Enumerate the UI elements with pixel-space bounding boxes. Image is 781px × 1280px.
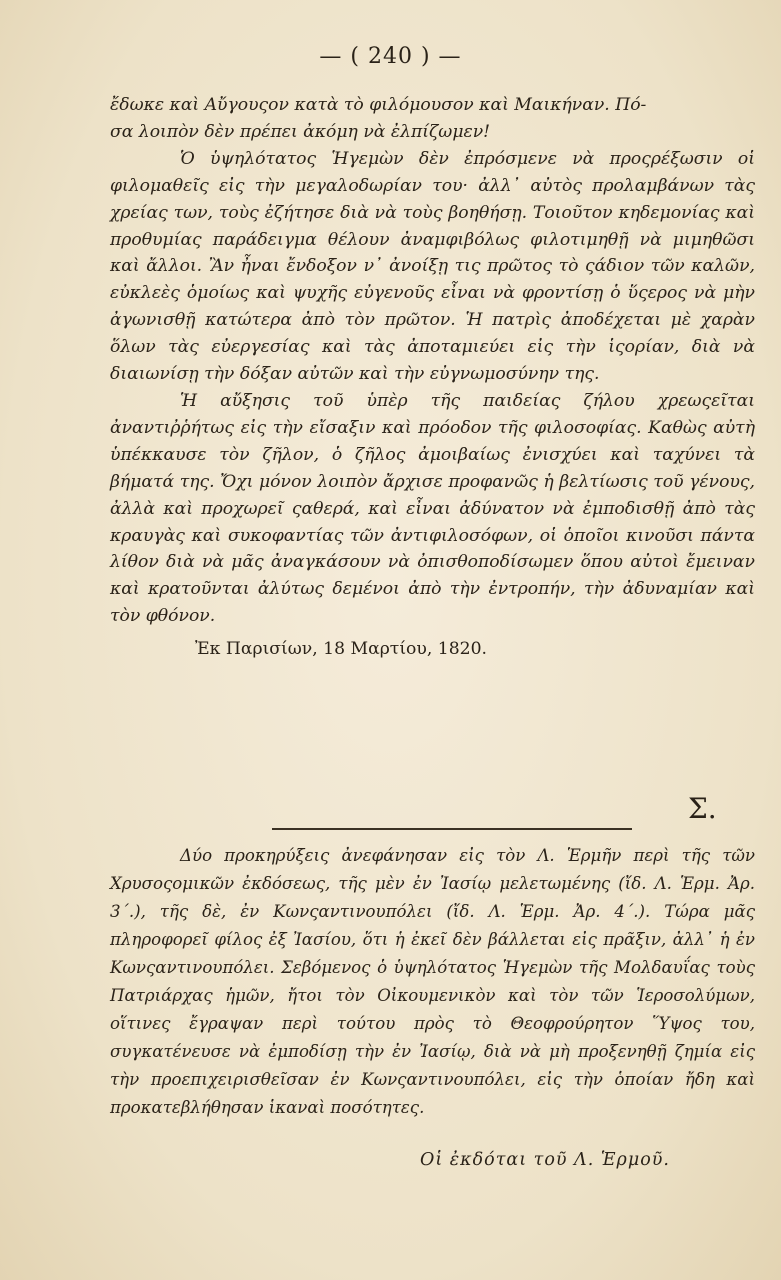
author-signature: Σ. [688, 792, 717, 825]
section-divider [272, 828, 632, 830]
paragraph-2: Ἡ αὔξησις τοῦ ὑπὲρ τῆς παιδείας ζήλου χρεωςεῖται ἀναντιῤῥήτως εἰς τὴν εἴσαξιν καὶ πρόοδον τῆς φιλοσοφίας. Καθὼς αὐτὴ ὑπέκκαυσε τὸν ζῆλον, ὁ ζῆλος ἀμοιβαίως ἐνισχύει καὶ ταχύνει τὰ βήματά της. Ὄχι μόνον λοιπὸν ἄρχισε προφανῶς ἡ βελτίωσις τοῦ γένους, ἀλλὰ καὶ προχωρεῖ ςαθερά, καὶ εἶναι ἀδύνατον νὰ ἐμποδισθῇ ἀπὸ τὰς κραυγὰς καὶ συκοφαντίας τῶν ἀντιφιλοσόφων, οἱ ὁποῖοι κινοῦσι πάντα λίθον διὰ νὰ μᾶς ἀναγκάσουν νὰ ὀπισθοποδίσωμεν ὅπου αὐτοὶ ἔμειναν καὶ κρατοῦνται ἀλύτως δεμένοι ἀπὸ τὴν ἐντροπήν, τὴν ἀδυναμίαν καὶ τὸν φθόνον. [110, 390, 755, 627]
editors-signature: Οἱ ἐκδόται τοῦ Λ. Ἑρμοῦ. [420, 1150, 670, 1170]
notice-paragraph: Δύο προκηρύξεις ἀνεφάνησαν εἰς τὸν Λ. Ἑρμῆν περὶ τῆς τῶν Χρυσοςομικῶν ἐκδόσεως, τῆς μὲν ἐν Ἰασίῳ μελετωμένης (ἴδ. Λ. Ἑρμ. Ἀρ. 3΄.), τῆς δὲ, ἐν Κωνςαντινουπόλει (ἴδ. Λ. Ἑρμ. Ἀρ. 4΄.). Τώρα μᾶς πληροφορεῖ φίλος ἐξ Ἰασίου, ὅτι ἡ ἐκεῖ δὲν βάλλεται εἰς πρᾶξιν, ἀλλ᾽ ἡ ἐν Κωνςαντινουπόλει. Σεβόμενος ὁ ὑψηλότατος Ἡγεμὼν τῆς Μολδαυΐας τοὺς Πατριάρχας ἡμῶν, ἤτοι τὸν Οἰκουμενικὸν καὶ τὸν τῶν Ἱεροσολύμων, οἵτινες ἔγραψαν περὶ τούτου πρὸς τὸ Θεοφρούρητον Ὕψος του, συγκατένευσε νὰ ἐμποδίσῃ τὴν ἐν Ἰασίῳ, διὰ νὰ μὴ προξενηθῇ ζημία εἰς τὴν προεπιχειρισθεῖσαν ἐν Κωνςαντινουπόλει, εἰς τὴν ὁποίαν ἤδη καὶ προκατεβλήθησαν ἱκαναὶ ποσότητες. [110, 846, 755, 1117]
opening-line-1: ἔδωκε καὶ Αὔγουςον κατὰ τὸ φιλόμουσον καὶ Μαικήναν. Πό- [110, 95, 647, 115]
page-number: — ( 240 ) — [319, 44, 462, 69]
paragraph-1: Ὁ ὑψηλότατος Ἡγεμὼν δὲν ἐπρόσμενε νὰ προςρέξωσιν οἱ φιλομαθεῖς εἰς τὴν μεγαλοδωρίαν του· ἀλλ᾽ αὐτὸς προλαμβάνων τὰς χρείας των, τοὺς ἐζήτησε διὰ νὰ τοὺς βοηθήσῃ. Τοιοῦτον κηδεμονίας καὶ προθυμίας παράδειγμα θέλουν ἀναμφιβόλως φιλοτιμηθῇ νὰ μιμηθῶσι καὶ ἄλλοι. Ἂν ἦναι ἔνδοξον ν᾽ ἀνοίξῃ τις πρῶτος τὸ ςάδιον τῶν καλῶν, εὐκλεὲς ὁμοίως καὶ ψυχῆς εὐγενοῦς εἶναι νὰ φροντίσῃ ὁ ὕςερος νὰ μὴν ἀγωνισθῇ κατώτερα ἀπὸ τὸν πρῶτον. Ἡ πατρὶς ἀποδέχεται μὲ χαρὰν ὅλων τὰς εὐεργεσίας καὶ τὰς ἀποταμιεύει εἰς τὴν ἱςορίαν, διὰ νὰ διαιωνίσῃ τὴν δόξαν αὐτῶν καὶ τὴν εὐγνωμοσύνην της. [110, 148, 755, 385]
dateline: Ἐκ Παρισίων, 18 Μαρτίου, 1820. [195, 639, 487, 660]
main-text [110, 92, 755, 663]
opening-line-2: σα λοιπὸν δὲν πρέπει ἀκόμη νὰ ἐλπίζωμεν! [110, 121, 491, 142]
notice-text [110, 842, 755, 1122]
